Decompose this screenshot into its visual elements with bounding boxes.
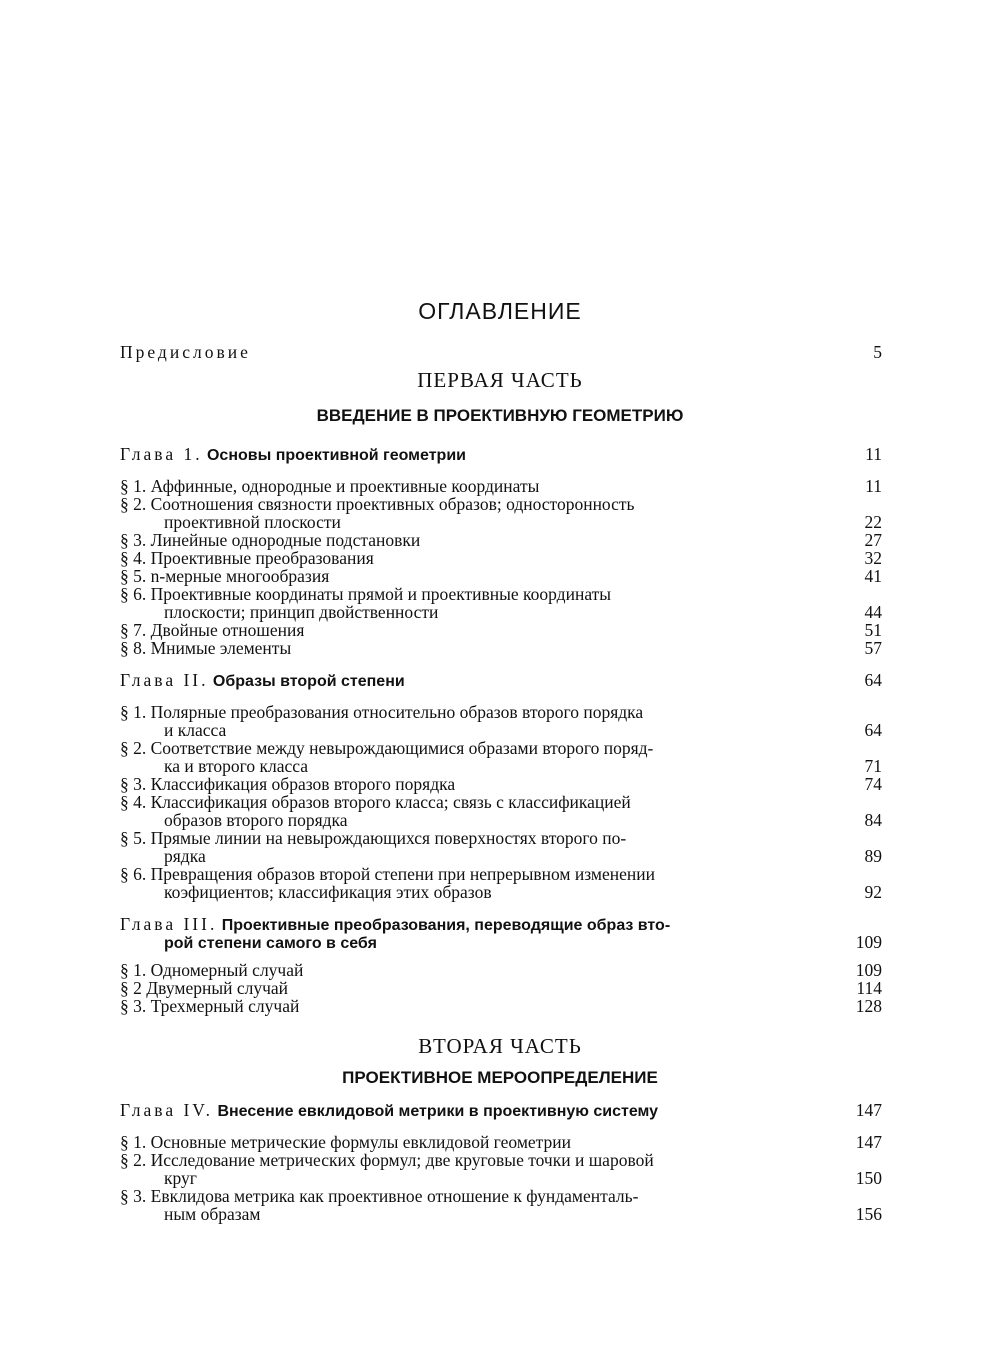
- entry-page: 51: [864, 620, 882, 640]
- toc-entry-continued: [120, 602, 882, 622]
- toc-entry-continued: [120, 846, 882, 866]
- toc-entry: [120, 1132, 882, 1152]
- toc-entry: [120, 864, 882, 884]
- chapter3-entry-continued: [120, 932, 882, 952]
- entry-page: 114: [856, 978, 882, 998]
- entry-page: 89: [864, 846, 882, 866]
- entry-text: рядка: [164, 846, 206, 866]
- toc-entry: [120, 494, 882, 514]
- toc-entry: [120, 792, 882, 812]
- chapter1-title: Основы проективной геометрии: [206, 447, 466, 464]
- preface-label: Предисловие: [120, 342, 251, 362]
- entry-text: § 3. Классификация образов второго порядка: [120, 774, 456, 794]
- chapter4-prefix: Глава IV.: [120, 1100, 214, 1120]
- chapter4-page: 147: [855, 1100, 882, 1120]
- chapter2-prefix: Глава II.: [120, 670, 209, 690]
- entry-text: круг: [164, 1168, 197, 1188]
- chapter3-entry: [120, 914, 882, 934]
- toc-entry-continued: [120, 1168, 882, 1188]
- entry-page: 41: [864, 566, 882, 586]
- entry-text: § 2. Соотношения связности проективных образов; односторонность: [120, 494, 635, 514]
- entry-text: § 5. n-мерные многообразия: [120, 566, 330, 586]
- entry-text: § 1. Аффинные, однородные и проективные координаты: [120, 476, 540, 496]
- entry-text: § 1. Полярные преобразования относительно образов второго порядка: [120, 702, 644, 722]
- entry-page: 71: [864, 756, 882, 776]
- preface-page: 5: [873, 342, 882, 362]
- toc-entry: [120, 530, 882, 550]
- entry-page: 92: [864, 882, 882, 902]
- toc-entry: [120, 1186, 882, 1206]
- entry-page: 11: [865, 476, 882, 496]
- toc-entry-continued: [120, 810, 882, 830]
- chapter3-page: 109: [855, 932, 882, 952]
- entry-text: § 4. Проективные преобразования: [120, 548, 374, 568]
- toc-entry-continued: [120, 512, 882, 532]
- entry-text: образов второго порядка: [164, 810, 348, 830]
- entry-page: 64: [864, 720, 882, 740]
- toc-entry: [120, 476, 882, 496]
- entry-text: § 2. Исследование метрических формул; две круговые точки и шаровой: [120, 1150, 654, 1170]
- chapter1-page: 11: [865, 444, 882, 464]
- toc-entry: [120, 828, 882, 848]
- toc-entry-continued: [120, 882, 882, 902]
- entry-text: и класса: [164, 720, 227, 740]
- toc-entry-continued: [120, 756, 882, 776]
- entry-text: проективной плоскости: [164, 512, 341, 532]
- part2-heading: ВТОРАЯ ЧАСТЬ: [418, 1034, 582, 1058]
- chapter2-page: 64: [864, 670, 882, 690]
- toc-entry: [120, 774, 882, 794]
- preface-entry: [120, 342, 882, 362]
- toc-entry: [120, 584, 882, 604]
- toc-entry-continued: [120, 1204, 882, 1224]
- chapter4-title: Внесение евклидовой метрики в проективную систему: [217, 1103, 659, 1120]
- chapter3-prefix: Глава III.: [120, 914, 218, 934]
- toc-entry: [120, 548, 882, 568]
- toc-entry: [120, 960, 882, 980]
- entry-page: 57: [864, 638, 882, 658]
- toc-entry: [120, 620, 882, 640]
- entry-text: § 5. Прямые линии на невырождающихся поверхностях второго по-: [120, 828, 627, 848]
- chapter1-prefix: Глава 1.: [120, 444, 203, 464]
- entry-text: § 3. Трехмерный случай: [120, 996, 300, 1016]
- chapter2-entry: [120, 670, 882, 690]
- toc-entry: [120, 566, 882, 586]
- toc-entry: [120, 1150, 882, 1170]
- toc-entry-continued: [120, 720, 882, 740]
- entry-page: 109: [855, 960, 882, 980]
- entry-text: § 1. Основные метрические формулы евклидовой геометрии: [120, 1132, 572, 1152]
- page-title: ОГЛАВЛЕНИЕ: [418, 298, 582, 324]
- entry-text: § 4. Классификация образов второго класса; связь с классификацией: [120, 792, 631, 812]
- toc-entry: [120, 978, 882, 998]
- entry-page: 22: [864, 512, 882, 532]
- entry-page: 27: [864, 530, 882, 550]
- part1-heading: ПЕРВАЯ ЧАСТЬ: [417, 368, 583, 392]
- entry-page: 147: [855, 1132, 882, 1152]
- entry-text: § 1. Одномерный случай: [120, 960, 304, 980]
- entry-text: коэфициентов; классификация этих образов: [164, 882, 492, 902]
- chapter2-title: Образы второй степени: [212, 673, 405, 690]
- entry-text: § 3. Линейные однородные подстановки: [120, 530, 421, 550]
- chapter3-title-line1: Проективные преобразования, переводящие образ вто-: [221, 917, 671, 934]
- toc-entry: [120, 702, 882, 722]
- entry-text: § 3. Евклидова метрика как проективное отношение к фундаменталь-: [120, 1186, 639, 1206]
- toc-entry: [120, 996, 882, 1016]
- part2-subtitle: ПРОЕКТИВНОЕ МЕРООПРЕДЕЛЕНИЕ: [342, 1068, 658, 1087]
- entry-text: § 7. Двойные отношения: [120, 620, 305, 640]
- toc-entry: [120, 638, 882, 658]
- entry-text: § 6. Проективные координаты прямой и проективные координаты: [120, 584, 612, 604]
- entry-page: 150: [855, 1168, 882, 1188]
- part1-subtitle: ВВЕДЕНИЕ В ПРОЕКТИВНУЮ ГЕОМЕТРИЮ: [316, 406, 684, 425]
- entry-page: 32: [864, 548, 882, 568]
- entry-text: плоскости; принцип двойственности: [164, 602, 439, 622]
- entry-text: § 2 Двумерный случай: [120, 978, 289, 998]
- entry-text: ка и второго класса: [164, 756, 308, 776]
- chapter4-entry: [120, 1100, 882, 1120]
- chapter3-title-line2: рой степени самого в себя: [164, 935, 377, 952]
- entry-text: § 8. Мнимые элементы: [120, 638, 292, 658]
- entry-text: § 6. Превращения образов второй степени при непрерывном изменении: [120, 864, 655, 884]
- entry-page: 74: [864, 774, 882, 794]
- chapter1-entry: [120, 444, 882, 464]
- entry-text: ным образам: [164, 1204, 261, 1224]
- entry-page: 128: [855, 996, 882, 1016]
- toc-entry: [120, 738, 882, 758]
- entry-page: 84: [864, 810, 882, 830]
- entry-page: 156: [855, 1204, 882, 1224]
- entry-text: § 2. Соответствие между невырождающимися образами второго поряд-: [120, 738, 654, 758]
- entry-page: 44: [864, 602, 882, 622]
